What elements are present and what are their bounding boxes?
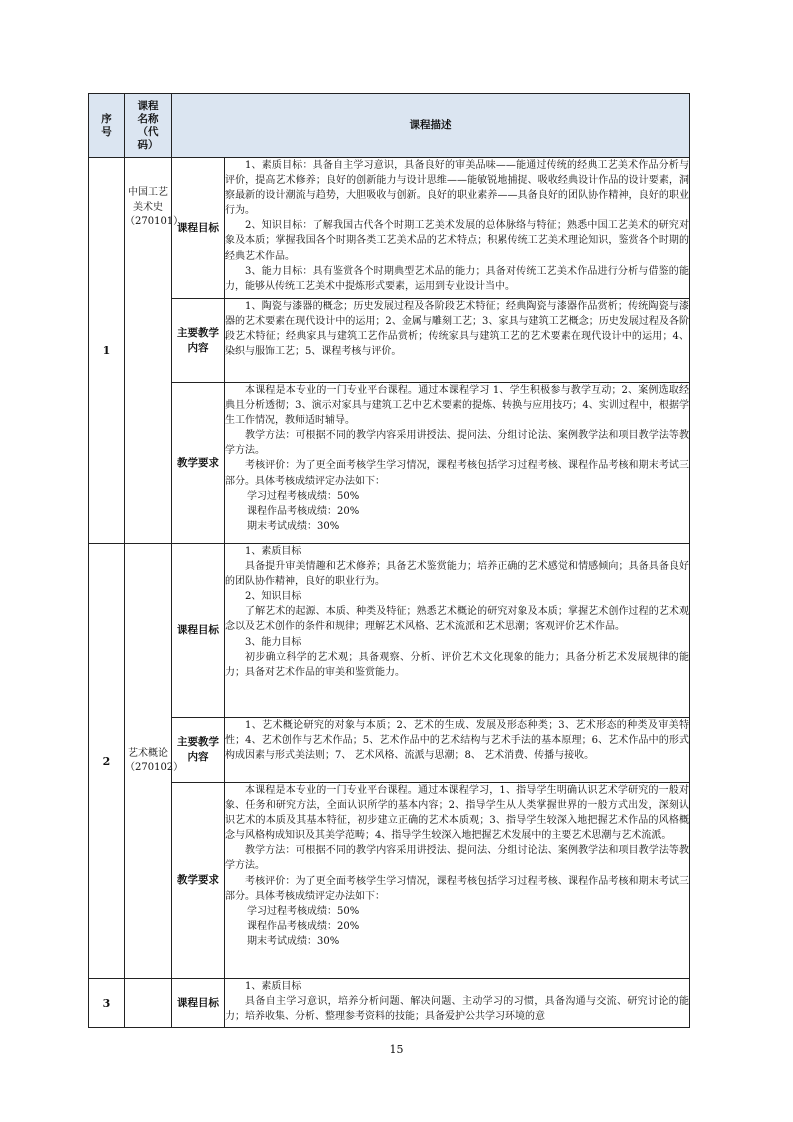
paragraph: 考核评价：为了更全面考核学生学习情况，课程考核包括学习过程考核、课程作品考核和期末考试三部分。具体考核成绩评定办法如下：: [225, 875, 689, 902]
score-item: 课程作品考核成绩：20%: [247, 920, 360, 932]
course-1-name-cell: [125, 158, 184, 544]
paragraph: 2、知识目标：了解我国古代各个时期工艺美术发展的总体脉络与特征；熟悉中国工艺美术的研究对象及本质；掌握我国各个时期各类工艺美术品的艺术特点；积累传统工艺美术理论知识，鉴赏各个时期的经典艺术作品。: [225, 220, 689, 262]
course-2-content-text: [225, 718, 690, 783]
header-description: 课程描述: [172, 94, 690, 158]
paragraph: 初步确立科学的艺术观；具备观察、分析、评价艺术文化现象的能力；具备分析艺术发展规律的能力；具备对艺术作品的审美和鉴赏能力。: [225, 651, 689, 678]
course-3-name-cell: [125, 979, 172, 1028]
course-1-name: 中国工艺美术史: [128, 187, 168, 213]
paragraph: 具备自主学习意识，培养分析问题、解决问题、主动学习的习惯，具备沟通与交流、研究讨论的能力；培养收集、分析、整理参考资料的技能；具备爱护公共学习环境的意: [225, 996, 689, 1023]
course-2-name: 艺术概论: [128, 747, 168, 759]
course-2-code: （270102）: [125, 762, 184, 773]
paragraph: 本课程是本专业的一门专业平台课程。通过本课程学习 1、学生积极参与教学互动；2、案例选取经典且分析透彻；3、演示对家具与建筑工艺中艺术要素的提炼、转换与应用技巧；4、实训过程中，根据学生工作情况，教师适时辅导。: [225, 385, 689, 427]
paragraph: 1、素质目标: [245, 546, 302, 557]
paragraph: 教学方法：可根据不同的教学内容采用讲授法、提问法、分组讨论法、案例教学法和项目教学法等教学方法。: [225, 845, 689, 872]
course-3-goal-content: [225, 979, 690, 1028]
course-2-req-label: 教学要求: [172, 783, 225, 979]
table-row: [89, 783, 690, 979]
course-1-goal-label: 课程目标: [172, 158, 225, 299]
table-row: [89, 158, 690, 299]
table-row: [89, 299, 690, 383]
paragraph: 3、能力目标：具有鉴赏各个时期典型艺术品的能力；具备对传统工艺美术作品进行分析与借鉴的能力，能够从传统工艺美术中提炼形式要素，运用到专业设计当中。: [225, 265, 689, 292]
table-row: [89, 979, 690, 1028]
header-name-code: 课程名称（代码）: [125, 94, 172, 158]
score-item: 学习过程考核成绩：50%: [247, 905, 360, 917]
paragraph: 2、知识目标: [245, 591, 302, 603]
course-1-code: （270101）: [125, 216, 184, 227]
page-number: 15: [389, 1043, 404, 1056]
course-1-content-label: 主要教学内容: [172, 299, 225, 383]
course-1-content-text: [225, 299, 690, 383]
paragraph: 教学方法：可根据不同的教学内容采用讲授法、提问法、分组讨论法、案例教学法和项目教学法等教学方法。: [225, 430, 689, 457]
course-2-goal-content: [225, 544, 690, 718]
header-seq: 序号: [89, 94, 125, 158]
table-row: [89, 544, 690, 718]
course-2-req-content: [225, 783, 690, 979]
course-1-seq: 1: [89, 158, 125, 544]
table-header-row: [89, 94, 690, 158]
course-2-name-cell: [125, 544, 184, 979]
paragraph: 1、艺术概论研究的对象与本质；2、艺术的生成、发展及形态种类；3、艺术形态的种类及审美特性；4、艺术创作与艺术作品；5、艺术作品中的艺术结构与艺术手法的基本原理；6、艺术作品中的形式构成因素与形式美法则；7、 艺术风格、流派与思潮；8、 艺术消费、传播与接收。: [225, 720, 689, 762]
course-2-content-label: 主要教学内容: [172, 718, 225, 783]
course-3-seq: 3: [89, 979, 125, 1028]
score-item: 期末考试成绩：30%: [247, 520, 340, 532]
paragraph: 了解艺术的起源、本质、种类及特征；熟悉艺术概论的研究对象及本质；掌握艺术创作过程的艺术观念以及艺术创作的条件和规律；理解艺术风格、艺术流派和艺术思潮；客观评价艺术作品。: [225, 606, 689, 633]
score-item: 期末考试成绩：30%: [247, 935, 340, 947]
course-2-seq: 2: [89, 544, 125, 979]
paragraph: 1、素质目标：具备自主学习意识，具备良好的审美品味——能通过传统的经典工艺美术作品分析与评价，提高艺术修养；良好的创新能力与设计思维——能敏锐地捕捉、吸收经典设计作品的设计要素，洞察最新的设计潮流与趋势，大胆吸收与创新。良好的职业素养——具备良好的团队协作精神，良好的职业行为。: [225, 160, 689, 217]
paragraph: 3、能力目标: [245, 636, 302, 648]
paragraph: 具备提升审美情趣和艺术修养；具备艺术鉴赏能力；培养正确的艺术感觉和情感倾向；具备具备良好的团队协作精神，良好的职业行为。: [225, 561, 689, 588]
course-1-req-content: [225, 383, 690, 544]
course-1-req-label: 教学要求: [172, 383, 225, 544]
score-item: 课程作品考核成绩：20%: [247, 505, 360, 517]
paragraph: 本课程是本专业的一门专业平台课程。通过本课程学习，1、指导学生明确认识艺术学研究的一般对象、任务和研究方法，全面认识所学的基本内容；2、指导学生从人类掌握世界的一般方式出发，深刻认识艺术的本质及其基本特征，初步建立正确的艺术本质观；3、指导学生较深入地把握艺术作品的风格概念与风格构成知识及其美学范畴；4、指导学生较深入地把握艺术发展中的主要艺术思潮与艺术流派。: [225, 785, 689, 842]
table-row: [89, 383, 690, 544]
paragraph: 1、素质目标: [245, 981, 302, 992]
course-1-goal-content: [225, 158, 690, 299]
paragraph: 1、陶瓷与漆器的概念；历史发展过程及各阶段艺术特征；经典陶瓷与漆器作品赏析；传统陶瓷与漆器的艺术要素在现代设计中的运用；2、金属与雕刻工艺；3、家具与建筑工艺概念；历史发展过程及各阶段艺术特征；经典家具与建筑工艺作品赏析；传统家具与建筑工艺的艺术要素在现代设计中的运用；4、 染织与服饰工艺；5、课程考核与评价。: [225, 301, 689, 358]
score-item: 学习过程考核成绩：50%: [247, 490, 360, 502]
paragraph: 考核评价：为了更全面考核学生学习情况，课程考核包括学习过程考核、课程作品考核和期末考试三部分。具体考核成绩评定办法如下：: [225, 460, 689, 487]
course-2-goal-label: 课程目标: [172, 544, 225, 718]
course-3-goal-label: 课程目标: [172, 979, 225, 1028]
course-description-table: [88, 93, 690, 1028]
